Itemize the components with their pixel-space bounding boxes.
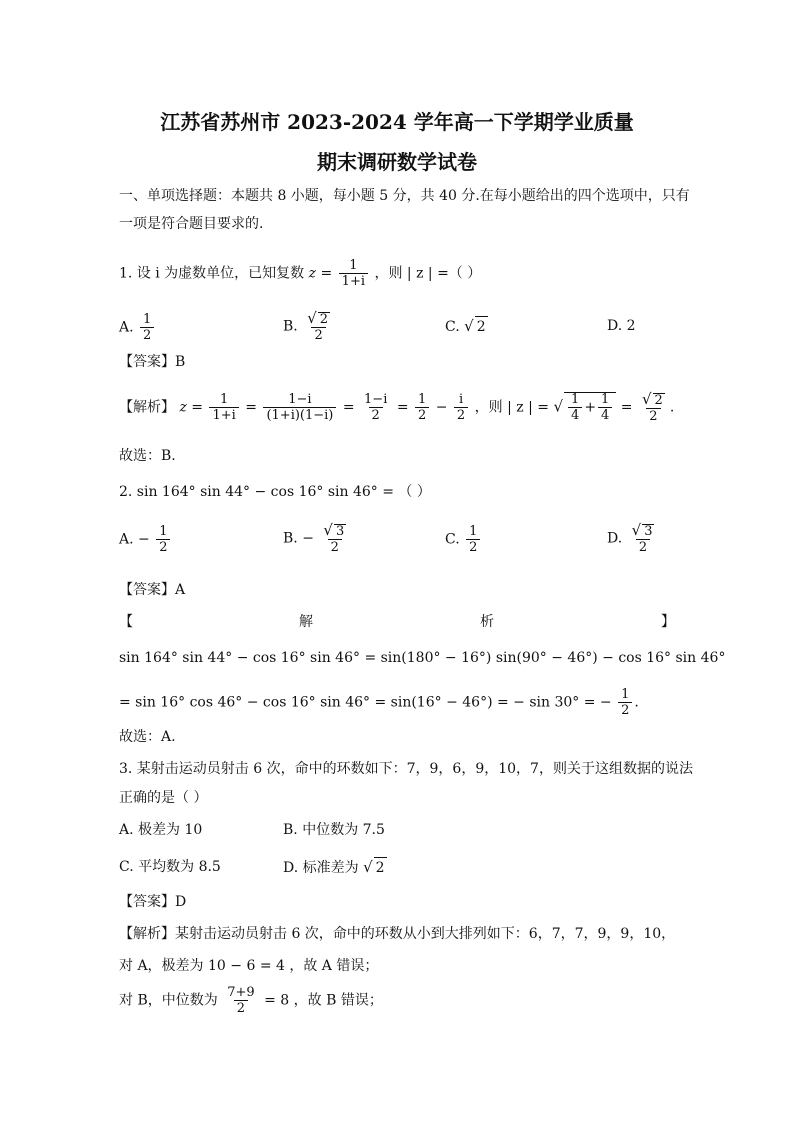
den: 2 [415, 407, 429, 423]
den: 2 [369, 407, 383, 423]
num: 1 [220, 392, 229, 408]
q3-option-c: C. 平均数为 8.5 [119, 859, 221, 875]
q2-analysis-line-1: sin 164° sin 44° − cos 16° sin 46° = sin(180° − 16°) sin(90° − 46°) − cos 16° sin 46° [119, 650, 726, 666]
analysis-mid: ，则 [474, 399, 503, 416]
q2-option-d [607, 523, 659, 554]
num: 1 [418, 392, 427, 408]
analysis-bracket-close: 】 [661, 614, 675, 630]
q3-option-d [283, 857, 387, 878]
q1-option-c [445, 316, 488, 337]
den: 2 [140, 327, 154, 343]
minus: − [435, 399, 448, 416]
q3-option-a: A. 极差为 10 [119, 822, 203, 838]
section-heading-line-1: 一、单项选择题：本题共 8 小题，每小题 5 分，共 40 分.在每小题给出的四个选项中，只有 [119, 188, 690, 204]
radicand: 3 [335, 524, 345, 539]
num [629, 523, 658, 539]
den: 4 [598, 407, 612, 423]
frac [639, 392, 668, 423]
minus: − [138, 531, 150, 548]
q1-stem-text: 1. 设 i 为虚数单位，已知复数 [119, 265, 305, 282]
sqrt-icon: √ [307, 309, 317, 327]
radicand: 2 [319, 312, 329, 327]
radicand: 2 [654, 393, 663, 408]
opt-letter: B. [283, 530, 298, 547]
q1-option-a [119, 313, 156, 342]
den: 4 [568, 407, 582, 423]
frac [304, 311, 333, 342]
num: 1 [571, 392, 580, 408]
frac [156, 525, 170, 554]
var-z: z [179, 399, 187, 416]
num: 1−i [288, 392, 312, 408]
frac [618, 688, 632, 717]
frac [209, 393, 238, 422]
q2-analysis-line-2 [119, 688, 639, 717]
eq-sign: = [320, 265, 333, 282]
den: 2 [234, 1000, 248, 1016]
eq: = [191, 399, 204, 416]
abs-z: | z | [507, 399, 533, 416]
frac [415, 393, 429, 422]
q2-option-a [119, 525, 172, 554]
opt-text: D. 标准差为 [283, 860, 359, 876]
q2-answer: 【答案】A [119, 582, 186, 598]
q1-stem-text-c: =（ ） [437, 265, 482, 282]
sqrt-icon: √ [553, 397, 564, 416]
den: 2 [156, 539, 170, 555]
question-3-stem-line-2: 正确的是（ ） [119, 790, 208, 806]
num: 1 [349, 258, 358, 273]
eq: = [396, 399, 409, 416]
opt-letter: B. [283, 318, 298, 335]
num: 1−i [364, 392, 388, 408]
opt-letter: D. [607, 530, 623, 547]
q1-conclusion: 故选：B. [119, 448, 176, 464]
frac [629, 523, 658, 554]
num: i [458, 392, 464, 408]
sqrt-icon: √ [464, 317, 474, 335]
abs-z: | z | [406, 265, 433, 282]
dot: . [634, 694, 639, 711]
den: 1+i [209, 407, 238, 423]
num: 1 [143, 312, 152, 327]
den: 2 [618, 702, 632, 718]
sqrt-icon: √ [631, 521, 642, 539]
line3-text-b: = 8 ，故 B 错误； [264, 992, 383, 1009]
frac [224, 986, 257, 1015]
analysis-char-xi: 析 [480, 614, 494, 630]
den: 2 [466, 539, 480, 555]
q1-stem-text-b: ，则 [374, 265, 403, 282]
num [639, 392, 668, 408]
eq: = [620, 399, 633, 416]
frac [598, 393, 612, 422]
q1-analysis [119, 392, 674, 423]
analysis-bracket-open: 【 [119, 614, 133, 630]
q1-fraction [339, 259, 368, 288]
den: 2 [636, 539, 650, 555]
den: 2 [454, 407, 468, 423]
radicand: 3 [644, 524, 653, 539]
num: 1 [159, 524, 168, 539]
sqrt-icon: √ [323, 521, 333, 539]
frac [140, 313, 154, 342]
frac [454, 393, 468, 422]
q3-answer: 【答案】D [119, 894, 187, 910]
sqrt-icon: √ [363, 858, 373, 876]
num: 1 [621, 687, 630, 702]
q1-option-b [283, 311, 335, 342]
title-line-2: 期末调研数学试卷 [317, 150, 477, 174]
q2-option-b [283, 523, 351, 554]
q3-analysis-line-2: 对 A，极差为 10 − 6 = 4 ，故 A 错误； [119, 958, 379, 974]
q2-option-c [445, 525, 482, 554]
opt-letter: A. [119, 531, 134, 548]
question-2-stem: 2. sin 164° sin 44° − cos 16° sin 46° = （ ） [119, 484, 431, 500]
radicand [564, 392, 616, 422]
opt-letter: C. [445, 319, 460, 335]
analysis-label: 【解析】 [119, 399, 175, 416]
plus: + [584, 399, 597, 416]
q3-option-b: B. 中位数为 7.5 [283, 822, 385, 838]
q1-option-d: D. 2 [607, 318, 636, 334]
radicand: 2 [374, 857, 387, 878]
minus: − [302, 530, 314, 547]
dot: . [669, 399, 675, 416]
den: (1+i)(1−i) [263, 407, 336, 423]
analysis-char-jie: 解 [299, 614, 313, 630]
eq: = [537, 399, 550, 416]
line2-text: = sin 16° cos 46° − cos 16° sin 46° = sin(16° − 46°) = − sin 30° = − [119, 694, 612, 711]
q1-answer: 【答案】B [119, 354, 186, 370]
q3-analysis-line-1: 【解析】某射击运动员射击 6 次，命中的环数从小到大排列如下：6，7，7，9，9，10， [119, 926, 676, 942]
num [320, 523, 349, 539]
opt-letter: C. [445, 531, 460, 548]
den: 1+i [339, 273, 368, 289]
frac [466, 525, 480, 554]
frac [361, 393, 390, 422]
den: 2 [646, 408, 660, 424]
var-z: z [308, 265, 317, 282]
question-1-stem [119, 259, 481, 288]
line3-text: 对 B，中位数为 [119, 992, 218, 1009]
question-3-stem-line-1: 3. 某射击运动员射击 6 次，命中的环数如下：7，9，6，9，10，7，则关于这组数据的说法 [119, 761, 693, 777]
radicand: 2 [475, 316, 488, 337]
q2-conclusion: 故选：A. [119, 729, 176, 745]
num: 1 [469, 524, 478, 539]
frac [568, 393, 582, 422]
frac [263, 393, 336, 422]
eq: = [342, 399, 355, 416]
frac [320, 523, 349, 554]
eq: = [245, 399, 257, 416]
num: 1 [601, 392, 610, 408]
q3-analysis-line-3 [119, 986, 383, 1015]
sqrt-icon: √ [641, 390, 652, 408]
den: 2 [311, 327, 325, 343]
den: 2 [328, 539, 342, 555]
section-heading-line-2: 一项是符合题目要求的. [119, 216, 264, 232]
num [304, 311, 333, 327]
opt-letter: A. [119, 319, 134, 336]
num: 7+9 [227, 985, 255, 1000]
title-line-1: 江苏省苏州市 2023-2024 学年高一下学期学业质量 [160, 110, 634, 134]
